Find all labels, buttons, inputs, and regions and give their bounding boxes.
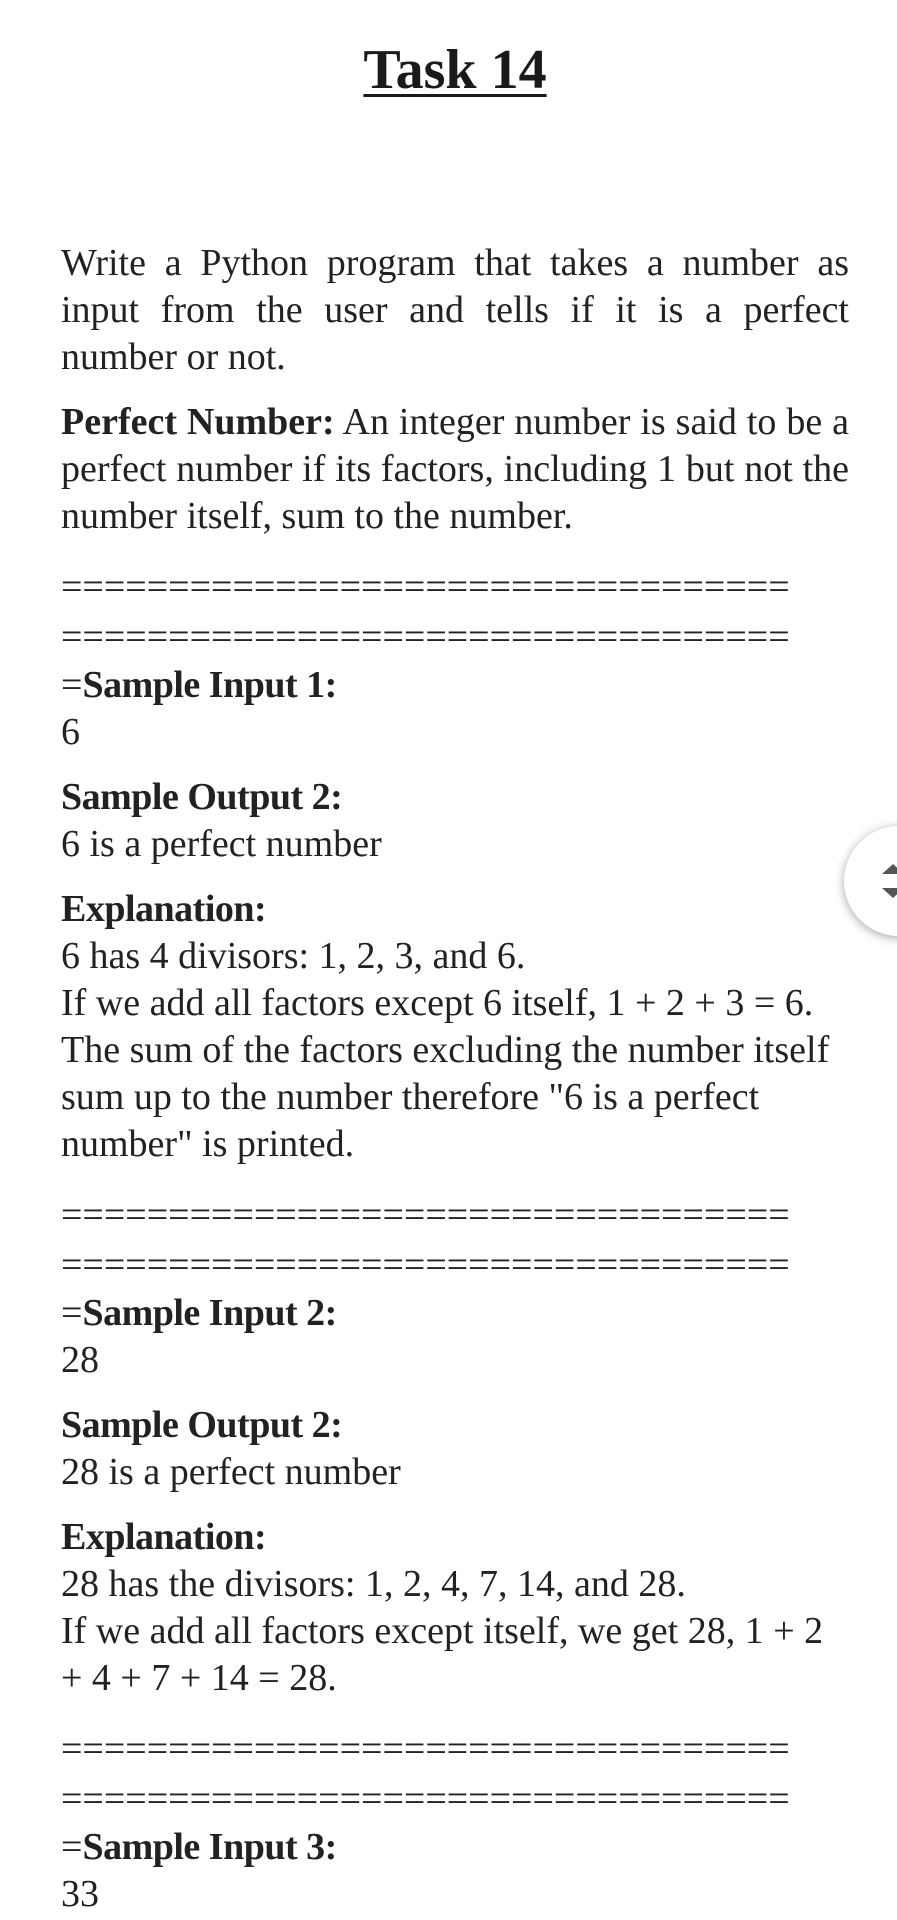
separator — [61, 562, 849, 662]
separator-line: ================================== — [61, 616, 790, 658]
up-down-chevron-icon — [878, 856, 897, 906]
sample-3-input — [61, 1824, 849, 1871]
explanation-label: Explanation: — [61, 888, 267, 930]
explanation-text: If we add all factors except 6 itself, 1 + 2 + 3 = 6. The sum of the factors excluding the number itself sum up to the number therefore "6 is a perfect number" is printed. — [61, 982, 830, 1165]
sample-output-value: 6 is a perfect number — [61, 823, 382, 865]
separator-line: ================================== — [61, 566, 790, 608]
separator-line: ================================== — [61, 1728, 790, 1770]
scroll-handle[interactable] — [844, 826, 897, 936]
separator-line: ================================== — [61, 1778, 790, 1820]
explanation-text: If we add all factors except itself, we get 28, 1 + 2 + 4 + 7 + 14 = 28. — [61, 1610, 824, 1699]
definition-term: Perfect Number: — [61, 401, 335, 443]
sample-input-prefix: = — [61, 1826, 83, 1868]
explanation-label: Explanation: — [61, 1516, 267, 1558]
explanation-text: 28 has the divisors: 1, 2, 4, 7, 14, and 28. — [61, 1563, 686, 1605]
sample-output-label: Sample Output 2: — [61, 776, 343, 818]
sample-input-value: 6 — [61, 711, 80, 753]
sample-input-label: Sample Input 3: — [82, 1826, 337, 1868]
sample-input-value: 33 — [61, 1873, 99, 1915]
sample-output-label: Sample Output 2: — [61, 1404, 343, 1446]
sample-input-prefix: = — [61, 664, 83, 706]
sample-input-label: Sample Input 1: — [82, 664, 337, 706]
definition-text: An integer number is said to be a perfect number if its factors, including 1 but not the number itself, sum to the number. — [61, 401, 849, 537]
task-description: Write a Python program that takes a number as input from the user and tells if it is a perfect number or not. — [61, 242, 849, 378]
document-page — [61, 0, 849, 1918]
explanation-text: 6 has 4 divisors: 1, 2, 3, and 6. — [61, 935, 526, 977]
page-title: Task 14 — [363, 39, 547, 101]
sample-2-input — [61, 1290, 849, 1337]
separator-line: ================================== — [61, 1194, 790, 1236]
separator — [61, 1724, 849, 1824]
sample-output-value: 28 is a perfect number — [61, 1451, 401, 1493]
sample-input-label: Sample Input 2: — [82, 1292, 337, 1334]
separator-line: ================================== — [61, 1244, 790, 1286]
sample-input-prefix: = — [61, 1292, 83, 1334]
perfect-number-definition — [61, 399, 849, 540]
sample-1-input — [61, 662, 849, 709]
separator — [61, 1190, 849, 1290]
sample-input-value: 28 — [61, 1339, 99, 1381]
